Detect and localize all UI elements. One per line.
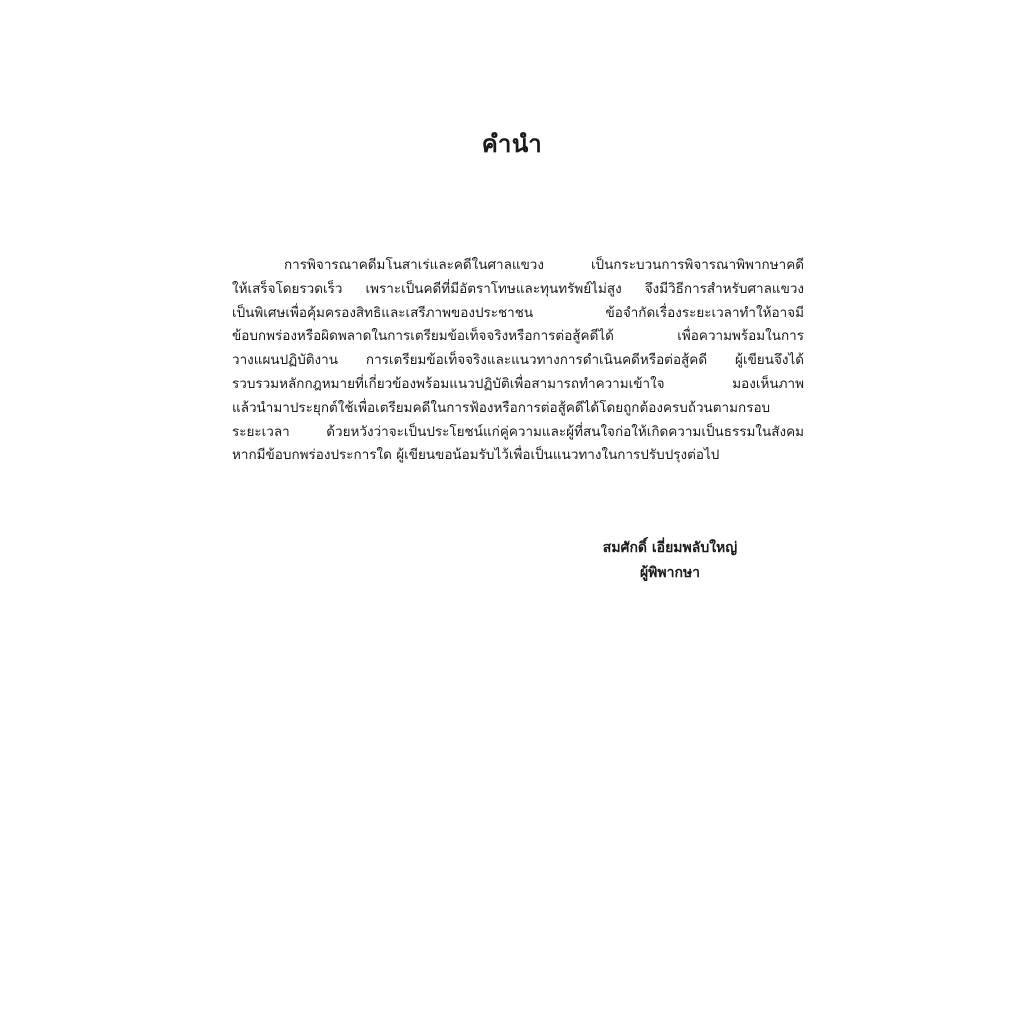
paragraph-line-2: ให้เสร็จโดยรวดเร็ว เพราะเป็นคดีที่มีอัตราโทษและทุนทรัพย์ไม่สูง จึงมีวิธีการสำหรับศาลแขวง (232, 280, 804, 297)
signature-block (560, 536, 780, 586)
paragraph-line-4: ข้อบกพร่องหรือผิดพลาดในการเตรียมข้อเท็จจริงหรือการต่อสู้คดีได้ เพื่อความพร้อมในการ (232, 328, 804, 345)
preface-paragraph (232, 254, 804, 468)
paragraph-line-3: เป็นพิเศษเพื่อคุ้มครองสิทธิและเสรีภาพของประชาชน ข้อจำกัดเรื่องระยะเวลาทำให้อาจมี (232, 304, 804, 321)
paragraph-line-8: ระยะเวลา ด้วยหวังว่าจะเป็นประโยชน์แก่คู่ความและผู้ที่สนใจก่อให้เกิดความเป็นธรรมในสังคม (232, 423, 804, 440)
paragraph-line-6: รวบรวมหลักกฎหมายที่เกี่ยวข้องพร้อมแนวปฏิบัติเพื่อสามารถทำความเข้าใจ มองเห็นภาพ (232, 375, 804, 392)
page-title: คำนำ (481, 130, 543, 158)
paragraph-line-1: การพิจารณาคดีมโนสาเร่และคดีในศาลแขวง เป็นกระบวนการพิจารณาพิพากษาคดี (284, 257, 804, 273)
paragraph-line-5: วางแผนปฏิบัติงาน การเตรียมข้อเท็จจริงและแนวทางการดำเนินคดีหรือต่อสู้คดี ผู้เขียนจึงได้ (232, 352, 804, 369)
paragraph-line-7: แล้วนำมาประยุกต์ใช้เพื่อเตรียมคดีในการฟ้องหรือการต่อสู้คดีได้โดยถูกต้องครบถ้วนตามกรอบ (232, 399, 771, 416)
paragraph-line-9: หากมีข้อบกพร่องประการใด ผู้เขียนขอน้อมรับไว้เพื่อเป็นแนวทางในการปรับปรุงต่อไป (232, 447, 720, 464)
author-position: ผู้พิพากษา (639, 565, 701, 581)
author-name: สมศักดิ์ เอี่ยมพลับใหญ่ (602, 540, 738, 556)
